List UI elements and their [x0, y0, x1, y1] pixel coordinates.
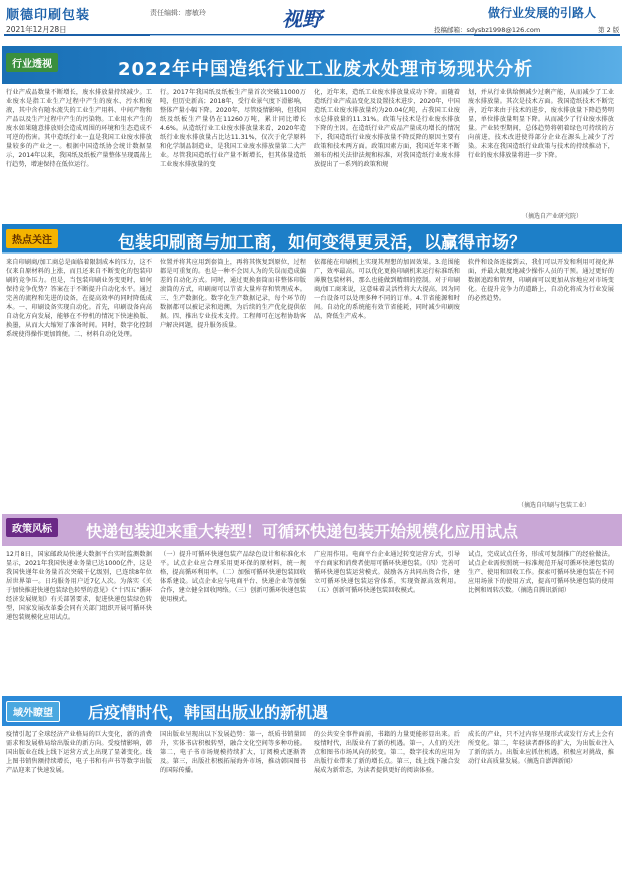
- article2-source: （摘选自印刷与包装工业）: [518, 502, 591, 509]
- issue-date: 2021年12月28日: [6, 25, 67, 34]
- article1-title: 2022年中国造纸行业工业废水处理市场现状分析: [118, 59, 534, 80]
- article1-tag: 行业透视: [6, 53, 58, 72]
- article1-column-2: 行。2017年我国纸及纸板生产量首次突破11000万吨，但历史新高；2018年，受行业景气度下滑影响，整体产量小幅下降。2020年，尽管疫情影响，但我国纸及纸板生产量仍在11260万吨，累计同比增长4.6%。从造纸行业工业废水排放量来看，2020年造纸行业废水排放量占比达11.31%，仅次于化学原料和化学制品制造业，是我国工业废水排放量第二大产业。尽管我国造纸行业产量不断增长，但其体量造纸工业废水排放量的变: [160, 89, 306, 168]
- article4-column-1: 疫情引起了全球经济产业格局的巨大变化，新的消费需求和发展格局给出版业的新方向。受疫情影响，韩国出版业在线上线下运营方式上出现了显著变化。线上图书销售额持续增长，电子书和有声书等数字出版产品迎来了快速发展。: [6, 731, 152, 774]
- article3-tag: 政策风标: [6, 518, 58, 537]
- newspaper-name: 顺德印刷包装: [6, 8, 91, 23]
- article1-column-3: 化，近年来，造纸工业废水排放量成功下降。而随着造纸行业产成品变化及设置技术进步，2020年，中国造纸工业废水排放量约为20.04亿吨，占我国工业废水总排放量的11.31%。政策与技术是行业废水排放下降的主因。在造纸行业产成品产量成功增长的情况下，我国造纸行业废水排放量不降反降的原因主要有政策和技术两方面。政策因素方面，我国近年来不断颁布的相关法律法规和标准，对我国造纸行业废水排放提出了一系列的政策和规: [314, 89, 460, 168]
- article2-column-2: 位置并将其应用到套筒上，再将其恢复到原位，过程都是可重复的。也是一种不会因人为的失误而造成偏差的自动化方式。同时，通过更换套筒而非整体印版滚筒的方式，印刷商可以节省大量库存和管理成本。三、生产数据化。数字化生产数据记录，每个环节的数据都可以被记录和追溯，为后续的生产优化提供依据。四、推出专业技术支持。工程师可在远程协助客户解决问题，提升服务质量。: [160, 259, 306, 329]
- article4-title: 后疫情时代，韩国出版业的新机遇: [88, 703, 329, 722]
- article2-column-4: 软件和设备连接到云，我们可以开发和利用可视化界面，并最大限度地减少操作人员的干预。通过更好的数据追踪和管理，印刷商可以更加从容地应对市场变化。在提升竞争力的道路上，自动化将成为行业发展的必然趋势。: [468, 259, 614, 302]
- article2-column-1: 来自印刷商/加工商总是面临着限制成本的压力，这不仅来自原材料的上涨，而且还来自不断变化的包装印刷的竞争压力。但是，当包装印刷业务变更时，如何保持竞争优势？答案在于不断提升自动化水平。通过完善的流程和先进的设备，在提高效率的同时降低成本。一、印刷设备实现自动化。首先，印刷设备向高自动化方向发展，能够在不停机的情况下快速换版、换墨，从而大大缩短了准备时间。同时，数字化控制系统使得操作更加简便。二、材料自动化处理。: [6, 259, 152, 338]
- section-title: 视野: [282, 7, 322, 31]
- article3-column-3: 广应用作用。电商平台企业通过转变运营方式，引导平台商家和消费者使用可循环快递包装。（四）完善可循环快递包装运营模式。鼓励各方共同出资合作，建立可循环快递包装运营体系，实现资源高效利用。（五）创新可循环快递包装回收模式。: [314, 551, 460, 594]
- article2-tag: 热点关注: [6, 229, 58, 248]
- masthead: [0, 0, 624, 44]
- article2-title: 包装印刷商与加工商，如何变得更灵活，以赢得市场？: [118, 233, 526, 253]
- article1-column-1: 行业产成品数量不断增长，废水排放量持续减少。工业废水是指工业生产过程中产生的废水、污水和废液，其中含有随水流失的工业生产用料、中间产物和产品以及生产过程中产生的污染物。工业用水产生的废水如果随意排放则会造成周围的环境和生态造成不可逆的伤害。其中造纸行业一直是我国工业废水排放量较多的产业之一。根据中国造纸协会统计数据显示，2014年以来，我国纸及纸板产量整体呈现震荡上行趋势，增速保持在低位运行。: [6, 89, 152, 168]
- article3-title: 快递包装迎来重大转型！可循环快递包装开始规模化应用试点: [86, 522, 519, 541]
- article4-column-2: 国出版业呈现出以下发展趋势：第一，纸质书销量回升，实体书店积极转型，融合文化空间等多种功能。第二，电子书市场规模持续扩大，订阅模式逐渐普及。第三，出版社积极拓展海外市场，推动韩国图书的国际传播。: [160, 731, 306, 774]
- article1-source: （摘选自产业研究院）: [522, 213, 583, 220]
- article4-column-4: 成长的产业，只不过内容呈现形式或发行方式上会有所变化。第二，年轻读者群体的扩大，为出版业注入了新的活力。出版业应抓住机遇，积极应对挑战，推动行业高质量发展。（摘选自澎湃新闻）: [468, 731, 614, 765]
- article4-tag: 域外瞭望: [6, 701, 60, 722]
- article3-column-4: 试点，完成试点任务，形成可复制推广的经验做法。试点企业需按照统一标准规范开展可循环快递包装的生产、使用和回收工作。探索可循环快递包装在不同应用场景下的使用方式，提高可循环快递包装的使用比例和周转次数。（摘选自腾讯新闻）: [468, 551, 614, 594]
- article3-column-2: （一）提升可循环快递包装产品绿色设计和标准化水平。试点企业应合理采用更环保的原材料，统一规格，提高循环利用率。（二）加强可循环快递包装回收体系建设。试点企业应与电商平台、快递企业等加强合作，建立健全回收网络。（三）创新可循环快递包装使用模式。: [160, 551, 306, 603]
- masthead-decoration: [150, 35, 474, 36]
- article1-column-4: 划，并从行业供给侧减少过剩产能，从而减少了工业废水排放量。其次是技术方面。我国造纸技术不断完善，近年来由于技术的进步，废水排放量下降趋势明显，单位排放量明显下降。从而减少了行业废水排放量。产业转型期间，总体趋势将朝着绿色可持续的方向前进，技术改进使得部分企业在源头上减少了污染。未来在我国造纸行业政策与技术的持续推动下，行业的废水排放量将进一步下降。: [468, 89, 614, 159]
- editor-credit: 责任编辑：廖敏玲: [150, 9, 206, 17]
- article2-column-3: 依都能在印刷机上实现其理想的加固效果。3.范围能广，效率最高。可以优化更换印刷机来运行标准纸和薄膜包装材料，那么也能做到精细的控制。对于印刷商/加工商来说，这意味着灵活性将大大提高，因为同一台设备可以处理多种不同的订单。4.节省能源和时间。自动化的系统能有效节省能耗，同时减少印刷废品，降低生产成本。: [314, 259, 460, 320]
- article3-column-1: 12月8日，国家邮政局快递大数据平台实时监测数据显示，2021年我国快递业务量已达1000亿件，这是我国快递年业务量首次突破千亿级别，已连续8年位居世界第一。日均服务用户近7亿人次。为落实《关于加快推进快递包装绿色转型的意见》《“十四五”循环经济发展规划》有关部署要求，促进快递包装绿色转型，国家发展改革委会同有关部门组织开展可循环快递包装规模化应用试点。: [6, 551, 152, 621]
- submission-email: 投稿邮箱：sdysbz1998@126.com: [434, 26, 541, 34]
- article4-column-3: 的公共安全事件面前，书籍的力量更能彰显出来。后疫情时代，出版业有了新的机遇。第一，人们的关注点和图书市场风向的转变。第二，数字技术的应用为出版行业带来了新的增长点。第三，线上线下融合发展成为新常态，为读者提供更好的阅读体验。: [314, 731, 460, 774]
- page-number: 第 2 版: [598, 26, 620, 34]
- slogan: 做行业发展的引路人: [488, 6, 597, 20]
